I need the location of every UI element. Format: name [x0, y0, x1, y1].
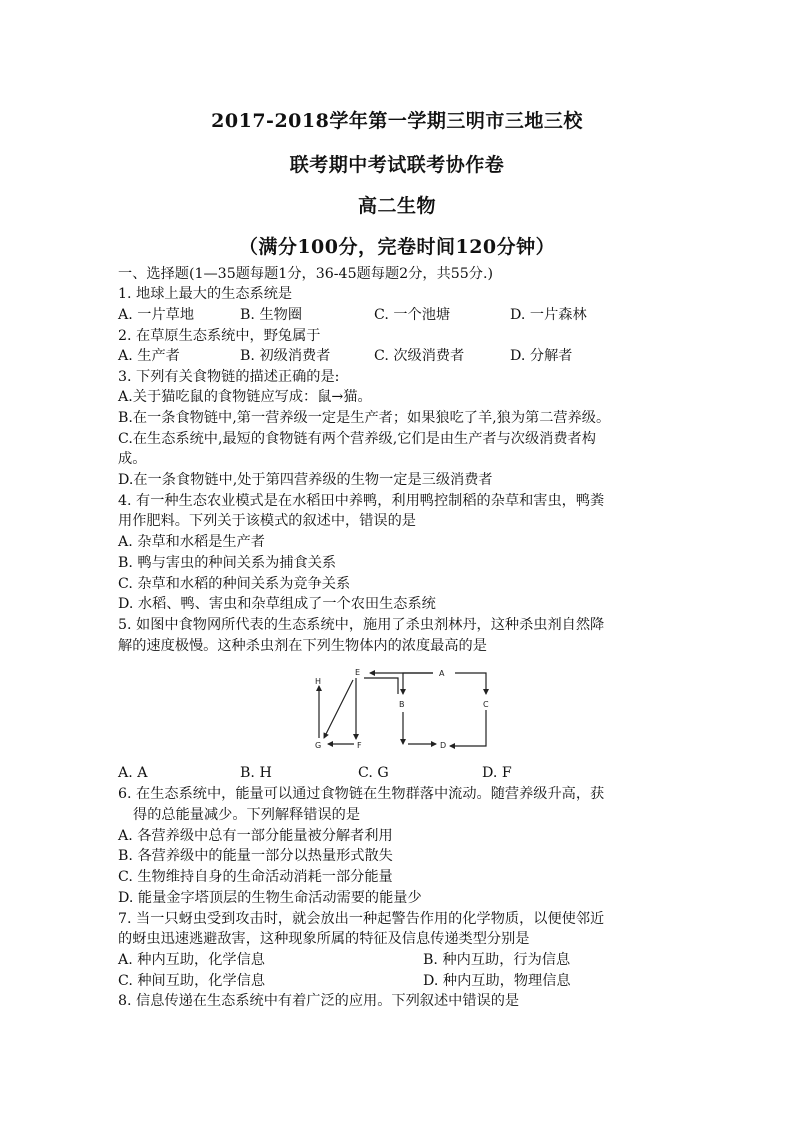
q7-option-c: C. 种间互助，化学信息: [118, 973, 266, 989]
q1-stem: 1. 地球上最大的生态系统是: [118, 286, 293, 302]
q5-option-c: C. G: [358, 765, 389, 781]
q2-option-a: A. 生产者: [118, 348, 180, 364]
q3-stem: 3. 下列有关食物链的描述正确的是:: [118, 369, 340, 385]
q4-option-a: A. 杂草和水稻是生产者: [118, 534, 265, 550]
q6-option-c: C. 生物维持自身的生命活动消耗一部分能量: [118, 869, 393, 885]
node-g-label: G: [315, 741, 322, 750]
q4-option-d: D. 水稻、鸭、害虫和杂草组成了一个农田生态系统: [118, 596, 436, 612]
q5-stem-cont: 解的速度极慢。这种杀虫剂在下列生物体内的浓度最高的是: [118, 638, 487, 654]
score-time-note: （满分100分，完卷时间120分钟）: [238, 236, 556, 258]
subject-title: 高二生物: [357, 195, 436, 217]
q2-option-d: D. 分解者: [510, 348, 573, 364]
q6-stem-cont: 得的总能量减少。下列解释错误的是: [133, 807, 361, 823]
section-heading: 一、选择题(1—35题每题1分，36-45题每题2分，共55分.): [118, 266, 494, 282]
q1-option-a: A. 一片草地: [118, 307, 195, 323]
q4-option-c: C. 杂草和水稻的种间关系为竞争关系: [118, 576, 351, 592]
food-web-arrows: [319, 673, 486, 746]
q2-stem: 2. 在草原生态系统中，野兔属于: [118, 328, 321, 344]
q3-option-c-cont: 成。: [118, 451, 147, 467]
q4-stem: 4. 有一种生态农业模式是在水稻田中养鸭，利用鸭控制稻的杂草和害虫，鸭粪: [118, 493, 605, 509]
q1-option-c: C. 一个池塘: [374, 307, 451, 323]
q6-option-d: D. 能量金字塔顶层的生物生命活动需要的能量少: [118, 890, 422, 906]
q6-stem: 6. 在生态系统中，能量可以通过食物链在生物群落中流动。随营养级升高，获: [118, 786, 605, 802]
q7-stem-cont: 的蚜虫迅速逃避敌害，这种现象所属的特征及信息传递类型分别是: [118, 931, 530, 947]
food-web-diagram: [308, 664, 498, 758]
q1-option-d: D. 一片森林: [510, 307, 587, 323]
q6-option-a: A. 各营养级中总有一部分能量被分解者利用: [118, 828, 393, 844]
q1-option-b: B. 生物圈: [240, 307, 303, 323]
node-f-label: F: [357, 741, 362, 750]
node-b-label: B: [399, 700, 405, 709]
exam-title-line-1: 2017-2018学年第一学期三明市三地三校: [211, 110, 583, 132]
q7-option-b: B. 种内互助，行为信息: [423, 952, 571, 968]
q5-option-a: A. A: [118, 765, 148, 781]
q5-option-b: B. H: [240, 765, 272, 781]
q2-option-c: C. 次级消费者: [374, 348, 465, 364]
node-e-label: E: [355, 668, 361, 677]
q5-option-d: D. F: [482, 765, 512, 781]
q7-option-a: A. 种内互助，化学信息: [118, 952, 265, 968]
exam-title-line-2: 联考期中考试联考协作卷: [289, 154, 505, 176]
node-h-label: H: [315, 677, 322, 686]
q6-option-b: B. 各营养级中的能量一部分以热量形式散失: [118, 848, 393, 864]
q4-stem-cont: 用作肥料。下列关于该模式的叙述中，错误的是: [118, 513, 416, 529]
node-c-label: C: [483, 700, 489, 709]
q3-option-d: D.在一条食物链中,处于第四营养级的生物一定是三级消费者: [118, 472, 493, 488]
node-d-label: D: [440, 741, 447, 750]
q3-option-c: C.在生态系统中,最短的食物链有两个营养级,它们是由生产者与次级消费者构: [118, 431, 596, 447]
q5-stem: 5. 如图中食物网所代表的生态系统中，施用了杀虫剂林丹，这种杀虫剂自然降: [118, 617, 605, 633]
q7-stem: 7. 当一只蚜虫受到攻击时，就会放出一种起警告作用的化学物质，以便使邻近: [118, 911, 605, 927]
q8-stem: 8. 信息传递在生态系统中有着广泛的应用。下列叙述中错误的是: [118, 993, 520, 1009]
q3-option-b: B.在一条食物链中,第一营养级一定是生产者；如果狼吃了羊,狼为第二营养级。: [118, 410, 611, 426]
q7-option-d: D. 种内互助，物理信息: [423, 973, 571, 989]
q3-option-a: A.关于猫吃鼠的食物链应写成：鼠→猫。: [118, 389, 372, 405]
q4-option-b: B. 鸭与害虫的种间关系为捕食关系: [118, 555, 337, 571]
node-a-label: A: [439, 669, 445, 678]
q2-option-b: B. 初级消费者: [240, 348, 331, 364]
